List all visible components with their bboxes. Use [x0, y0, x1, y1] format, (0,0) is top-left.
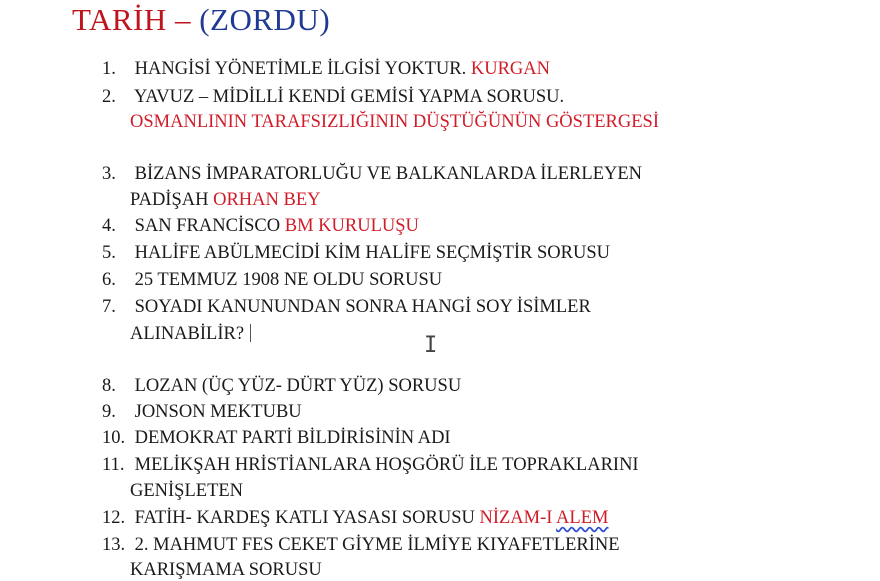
list-item [102, 165, 642, 184]
text-caret [250, 324, 251, 342]
item-text: JONSON MEKTUBU [134, 402, 302, 422]
item-text: SAN FRANCİSCO [134, 216, 281, 236]
item-text: HANGİSİ YÖNETİMLE İLGİSİ YOKTUR. [134, 59, 467, 79]
list-item [102, 298, 591, 317]
item-text: HALİFE ABÜLMECİDİ KİM HALİFE SEÇMİŞTİR SORUSU [134, 243, 610, 263]
item-text: PADİŞAH [130, 190, 209, 210]
item-number: 10. [102, 428, 126, 448]
item-number: 8. [102, 376, 116, 396]
item-text: MELİKŞAH HRİSTİANLARA HOŞGÖRÜ İLE TOPRAKLARINI [134, 455, 639, 475]
item-text: DEMOKRAT PARTİ BİLDİRİSİNİN ADI [134, 428, 451, 448]
item-number: 7. [102, 297, 116, 317]
item-number: 3. [102, 164, 116, 184]
list-item [102, 429, 451, 448]
list-item [102, 60, 550, 79]
item-answer: BM KURULUŞU [284, 216, 419, 236]
item-number: 4. [102, 216, 116, 236]
item-answer-misspelled: ALEM [556, 508, 609, 528]
list-item [102, 403, 302, 422]
list-item [102, 217, 419, 236]
list-item [102, 509, 608, 528]
item-text: FATİH- KARDEŞ KATLI YASASI SORUSU [134, 508, 475, 528]
item-continuation: GENİŞLETEN [130, 481, 244, 501]
item-number: 2. [102, 87, 116, 107]
item-continuation [130, 324, 251, 344]
item-text: 2. MAHMUT FES CEKET GİYME İLMİYE KIYAFETLERİNE [134, 535, 620, 555]
list-item [102, 244, 610, 263]
list-item [102, 456, 639, 475]
list-item [102, 377, 461, 396]
item-number: 9. [102, 402, 116, 422]
title-note: (ZORDU) [199, 2, 331, 37]
item-text: SOYADI KANUNUNDAN SONRA HANGİ SOY İSİMLER [134, 297, 591, 317]
title-subject: TARİH – [72, 2, 191, 37]
list-item [102, 536, 620, 555]
item-answer: OSMANLININ TARAFSIZLIĞININ DÜŞTÜĞÜNÜN GÖSTERGESİ [130, 112, 660, 132]
item-number: 5. [102, 243, 116, 263]
item-answer: ORHAN BEY [213, 190, 321, 210]
text-cursor-icon: I [424, 333, 438, 358]
item-text: 25 TEMMUZ 1908 NE OLDU SORUSU [134, 270, 443, 290]
item-answer: NİZAM-I [479, 508, 553, 528]
item-number: 6. [102, 270, 116, 290]
page-title [72, 2, 330, 38]
item-answer: KURGAN [470, 59, 550, 79]
item-number: 13. [102, 535, 126, 555]
item-text: BİZANS İMPARATORLUĞU VE BALKANLARDA İLERLEYEN [134, 164, 643, 184]
item-text: LOZAN (ÜÇ YÜZ- DÜRT YÜZ) SORUSU [134, 376, 462, 396]
item-continuation [130, 191, 321, 210]
list-item [102, 88, 564, 107]
list-item [102, 271, 442, 290]
item-number: 1. [102, 59, 116, 79]
item-text: YAVUZ – MİDİLLİ KENDİ GEMİSİ YAPMA SORUSU. [133, 87, 565, 107]
item-number: 11. [102, 455, 125, 475]
item-number: 12. [102, 508, 126, 528]
item-continuation: KARIŞMAMA SORUSU [130, 560, 322, 580]
item-text: ALINABİLİR? [130, 324, 245, 344]
